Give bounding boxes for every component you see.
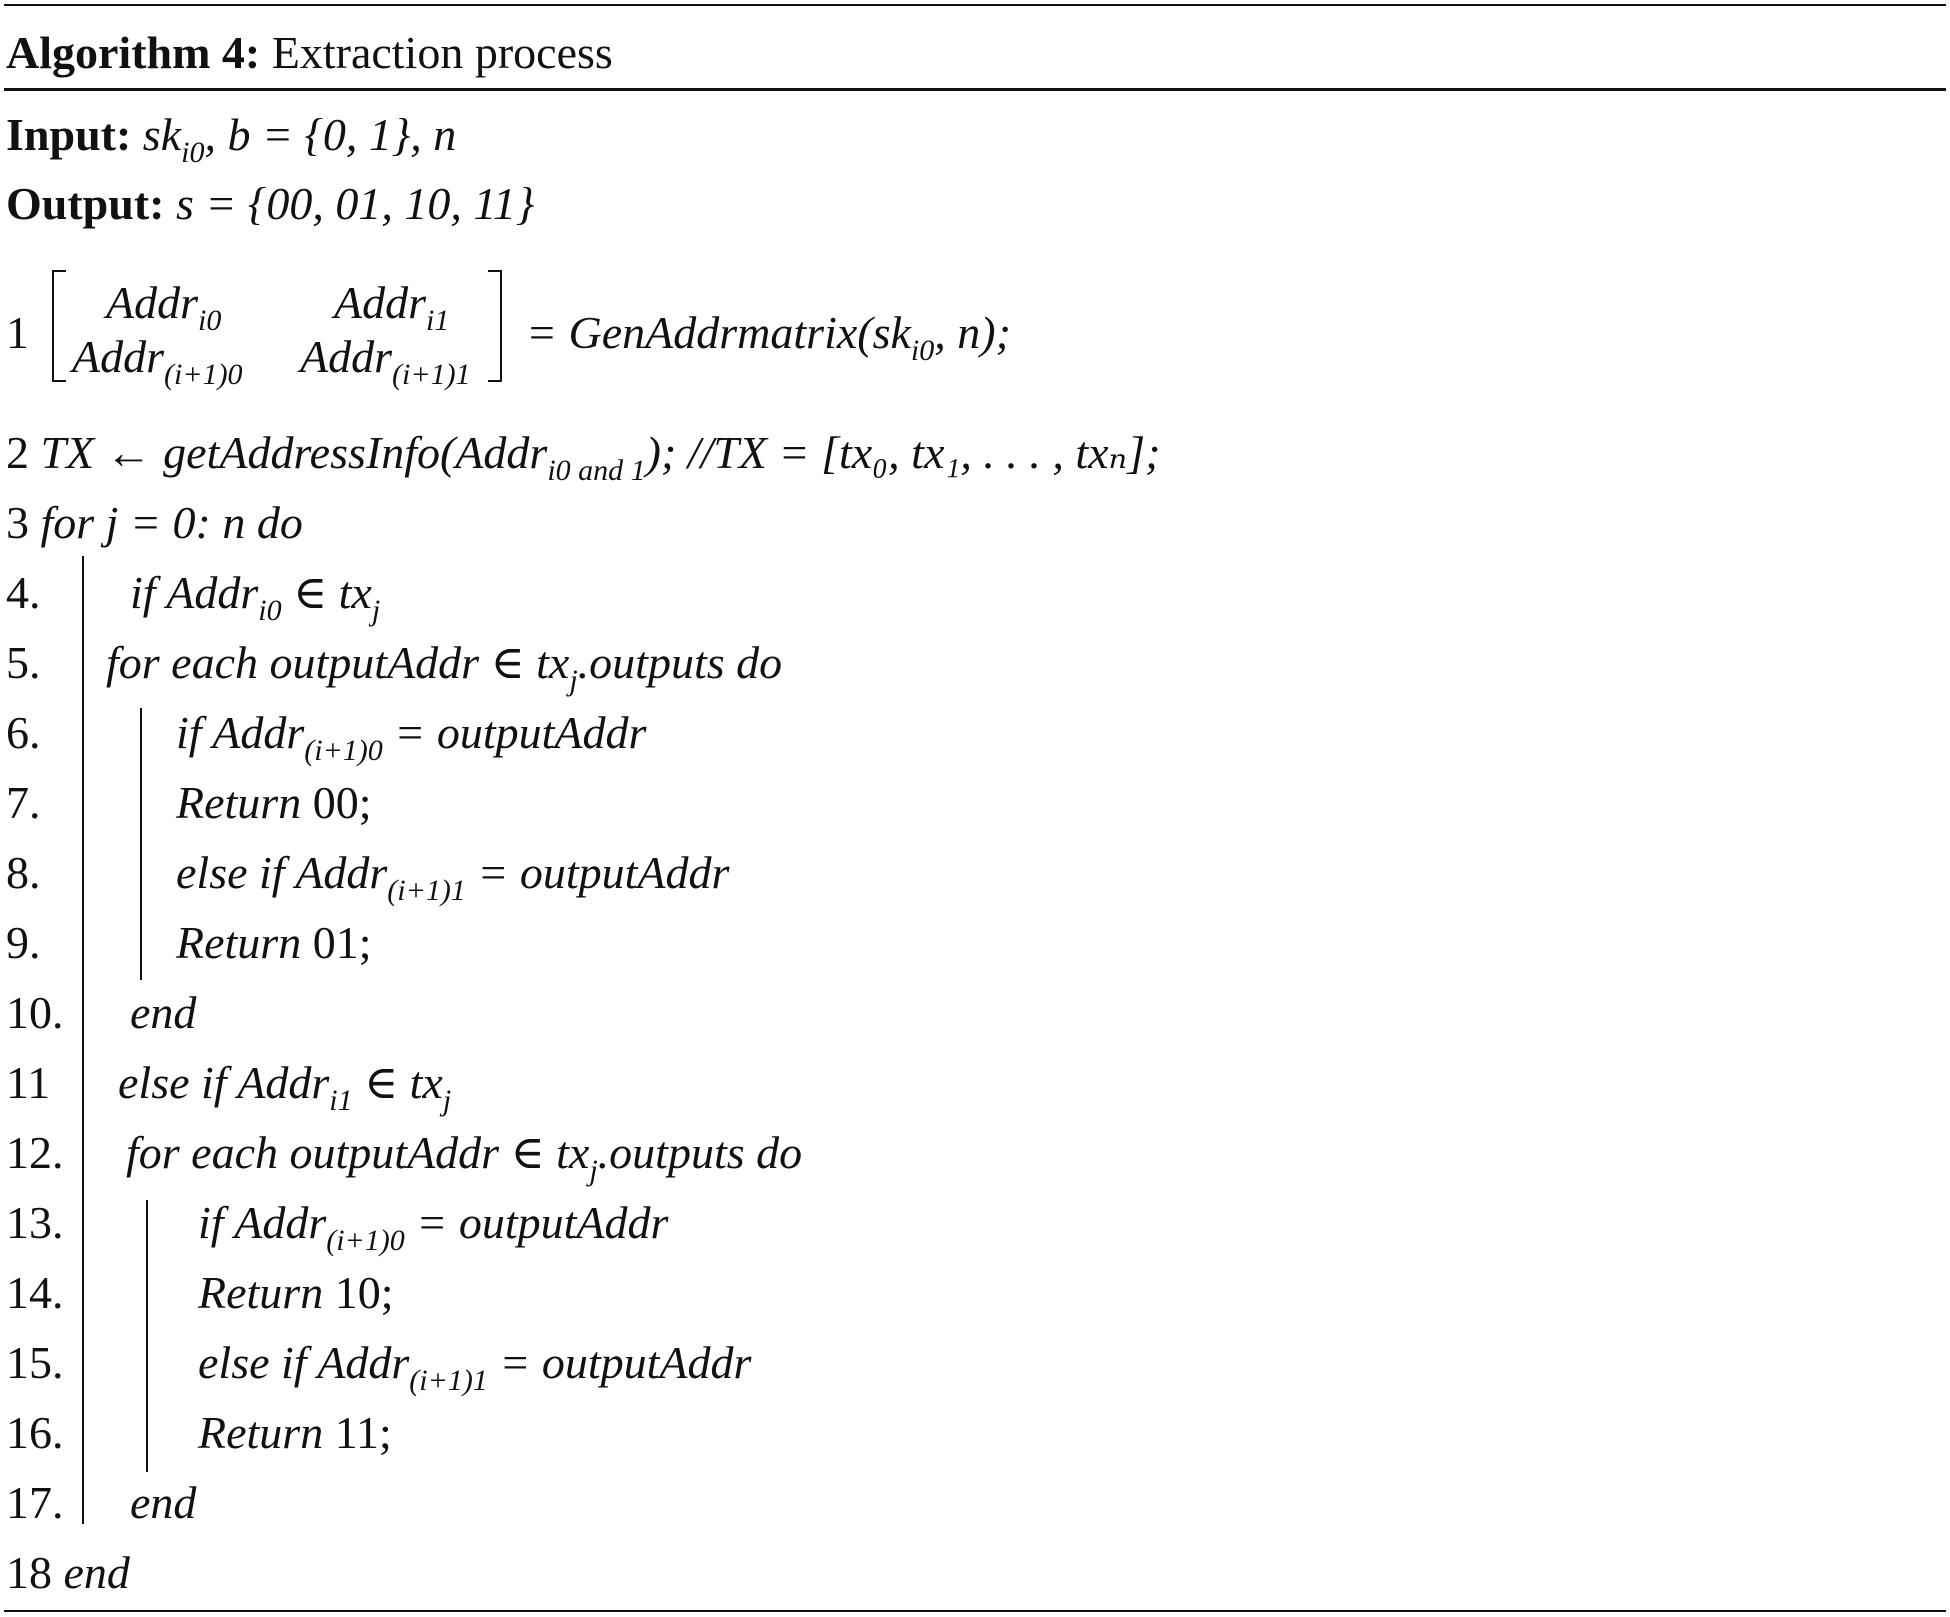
matrix-cell-11: Addr$_{(i+1)1}$ bbox=[300, 331, 471, 391]
line-number: 1 bbox=[6, 307, 29, 358]
for-loop-bar bbox=[82, 556, 84, 1524]
matrix-cell-10: Addr$_{(i+1)0}$ bbox=[72, 331, 243, 391]
input-rest: , b = {0, 1}, n bbox=[204, 109, 457, 160]
inner-block-bar-2 bbox=[146, 1200, 148, 1472]
input-sk: sk bbox=[142, 109, 182, 160]
input-sk-sub: i0 bbox=[181, 136, 205, 169]
matrix-left-bracket bbox=[52, 270, 66, 382]
algo-line-11-code: else if Addr$_{i1}$ ∈ $tx_j$ bbox=[118, 1057, 452, 1117]
algo-line-10-code: end bbox=[130, 987, 197, 1038]
algo-line-18: 18 end bbox=[6, 1547, 130, 1598]
algo-line-16-code: Return 11; bbox=[198, 1407, 392, 1458]
algorithm-name: Extraction process bbox=[271, 27, 613, 78]
algo-line-16: 16. bbox=[6, 1407, 64, 1458]
bottom-rule bbox=[4, 1610, 1946, 1612]
algo-line-7-code: Return 00; bbox=[176, 777, 372, 828]
algo-line-12-code: for each outputAddr ∈ $tx_j.outputs$ do bbox=[126, 1127, 803, 1187]
header-rule bbox=[4, 88, 1946, 91]
algo-line-3: 3 for j = 0: n do bbox=[6, 497, 303, 548]
input-label: Input: bbox=[6, 109, 132, 160]
algo-line-5-code: for each outputAddr ∈ $tx_j.outputs$ do bbox=[106, 637, 783, 697]
output-value: s = {00, 01, 10, 11} bbox=[175, 178, 535, 229]
top-rule bbox=[4, 4, 1946, 6]
algorithm-title bbox=[6, 26, 613, 79]
output-line bbox=[6, 178, 535, 229]
algo-line-14-code: Return 10; bbox=[198, 1267, 394, 1318]
algo-line-6-code: if Addr$_{(i+1)0}$ = outputAddr bbox=[176, 707, 647, 767]
algo-line-13: 13. bbox=[6, 1197, 64, 1248]
algo-line-8-code: else if Addr$_{(i+1)1}$ = outputAddr bbox=[176, 847, 730, 907]
algorithm-label: Algorithm 4: bbox=[6, 27, 261, 78]
inner-block-bar-1 bbox=[140, 708, 142, 980]
input-line bbox=[6, 109, 457, 169]
algo-line-17: 17. bbox=[6, 1477, 64, 1528]
algo-line-4: 4. bbox=[6, 567, 41, 618]
algo-line-17-code: end bbox=[130, 1477, 197, 1528]
matrix-right-bracket bbox=[488, 270, 502, 382]
algo-line-9: 9. bbox=[6, 917, 41, 968]
algo-line-14: 14. bbox=[6, 1267, 64, 1318]
algo-line-6: 6. bbox=[6, 707, 41, 758]
gen-addr-matrix-call: = $GenAddrmatrix(sk_{i0}$, n); bbox=[526, 307, 1011, 367]
algo-line-15: 15. bbox=[6, 1337, 64, 1388]
algo-line-11: 11 bbox=[6, 1057, 51, 1108]
matrix-cell-01: Addr$_{i1}$ bbox=[334, 277, 450, 337]
algo-line-8: 8. bbox=[6, 847, 41, 898]
algo-line-5: 5. bbox=[6, 637, 41, 688]
algo-line-12: 12. bbox=[6, 1127, 64, 1178]
algo-line-4-code: if Addr$_{i0}$ ∈ $tx_j$ bbox=[130, 567, 381, 627]
matrix-cell-00: Addr$_{i0}$ bbox=[106, 277, 222, 337]
algo-line-7: 7. bbox=[6, 777, 41, 828]
algo-line-13-code: if Addr$_{(i+1)0}$ = outputAddr bbox=[198, 1197, 669, 1257]
algo-line-2: 2 TX ← getAddressInfo(Addr$_{i0 and 1}$); //TX = [tx₀, tx₁, . . . , txₙ]; bbox=[6, 427, 1161, 487]
algo-line-15-code: else if Addr$_{(i+1)1}$ = outputAddr bbox=[198, 1337, 752, 1397]
output-label: Output: bbox=[6, 178, 165, 229]
algo-line-9-code: Return 01; bbox=[176, 917, 372, 968]
algo-line-10: 10. bbox=[6, 987, 64, 1038]
